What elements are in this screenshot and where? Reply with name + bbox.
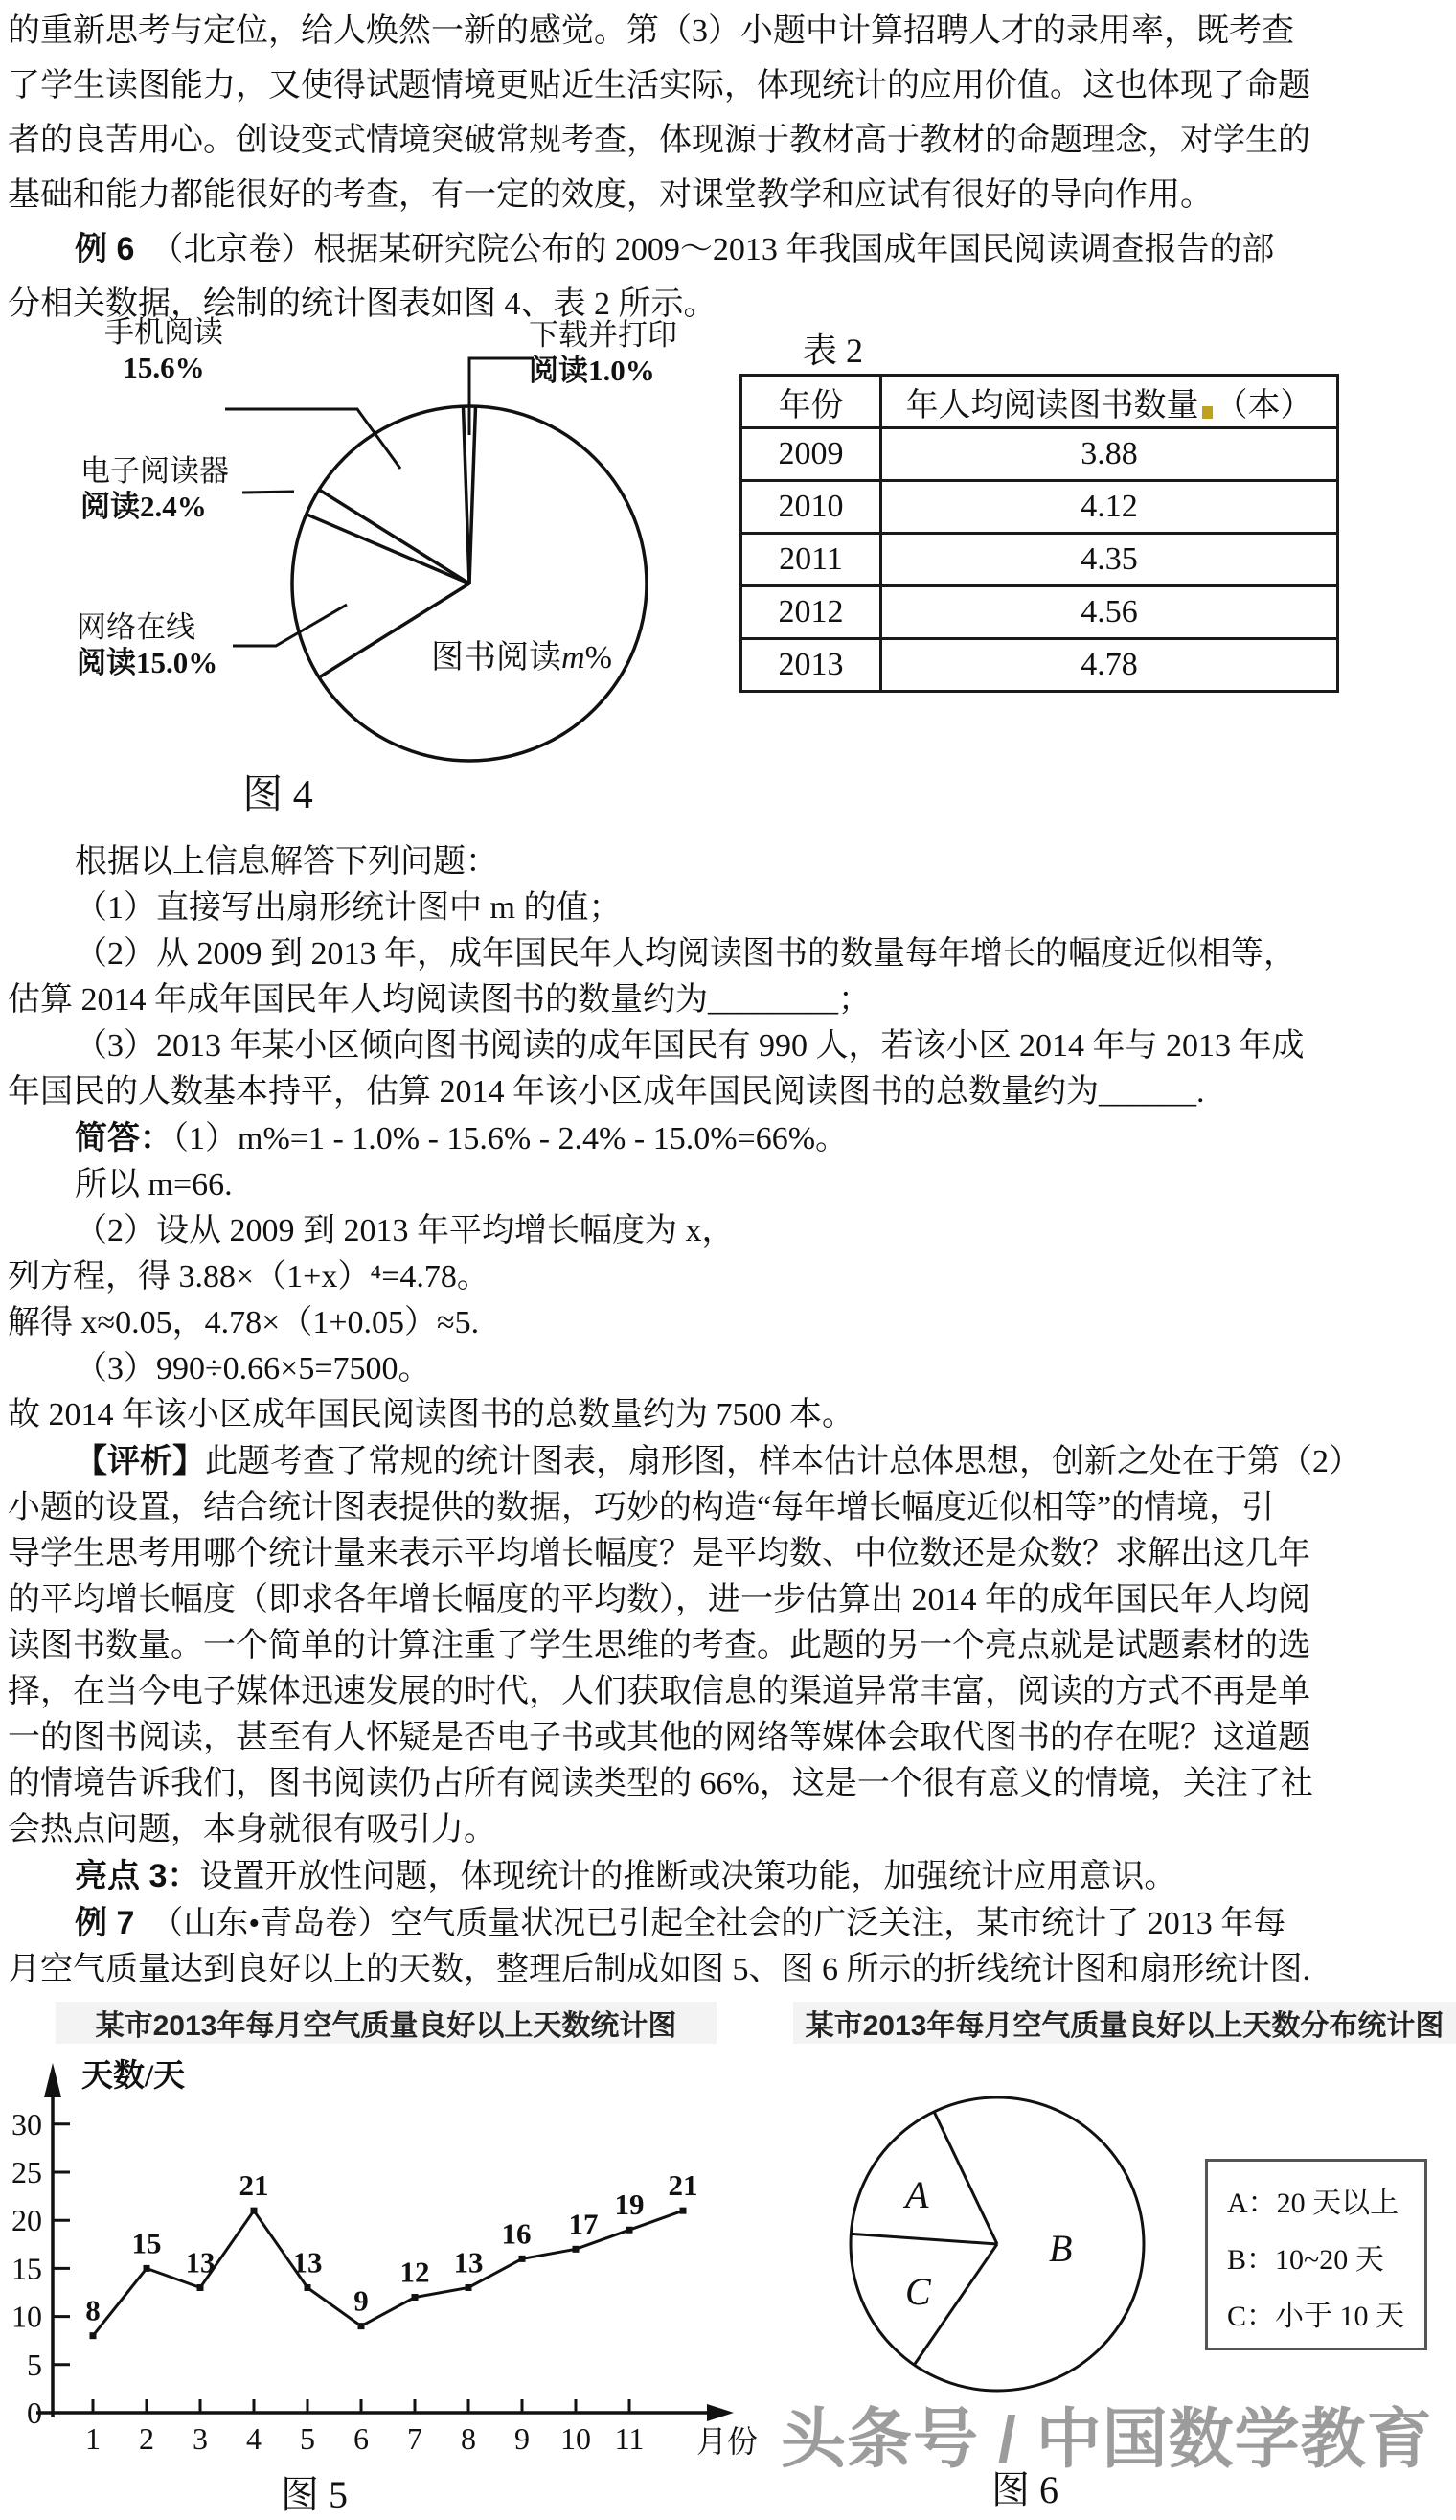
paragraph-block-main	[0, 839, 1456, 1993]
text-line: （2）从 2009 到 2013 年，成年国民年人均阅读图书的数量每年增长的幅度近似相等，	[75, 936, 1296, 972]
fig4-pie-chart	[53, 312, 733, 830]
fig4-label-book-reading: 图书阅读m%	[431, 640, 612, 676]
text-line: 者的良苦用心。创设变式情境突破常规考查，体现源于教材高于教材的命题理念，对学生的	[8, 123, 1310, 158]
y-axis-arrow	[44, 2063, 61, 2097]
text-line: 择，在当今电子媒体迅速发展的时代，人们获取信息的渠道异常丰富，阅读的方式不再是单	[8, 1674, 1310, 1709]
y-tick-label: 10	[11, 2299, 42, 2334]
legend-item-c: C：小于 10 天	[1227, 2301, 1405, 2332]
fig4-label-network	[77, 609, 217, 680]
x-tick-label: 10	[560, 2421, 591, 2456]
data-point-label: 9	[353, 2283, 369, 2318]
data-point	[573, 2246, 580, 2253]
text-line: （3）2013 年某小区倾向图书阅读的成年国民有 990 人，若该小区 2014 年与 2013 年成	[75, 1028, 1305, 1064]
data-point-label: 13	[292, 2245, 323, 2279]
fig4-label-download	[529, 317, 677, 388]
cell-value: 4.56	[881, 586, 1338, 639]
data-point-label: 21	[668, 2168, 698, 2203]
x-tick-label: 8	[461, 2421, 476, 2456]
text-line-example6: 例 6 （北京卷）根据某研究院公布的 2009～2013 年我国成年国民阅读调查报告的部	[75, 231, 1275, 267]
data-point-label: 15	[131, 2226, 162, 2260]
cell-year: 2012	[741, 586, 881, 639]
cell-value: 4.78	[881, 639, 1338, 692]
data-point	[412, 2294, 419, 2301]
label-line: 手机阅读	[104, 315, 223, 349]
data-point-label: 8	[85, 2293, 101, 2327]
text-line: 故 2014 年该小区成年国民阅读图书的总数量约为 7500 本。	[8, 1397, 854, 1432]
label-line: 网络在线	[77, 610, 195, 644]
col-header-books: 年人均阅读图书数量 （本）	[881, 376, 1338, 428]
text-line-highlight3: 亮点 3：设置开放性问题，体现统计的推断或决策功能，加强统计应用意识。	[75, 1858, 1177, 1894]
x-tick-label: 7	[407, 2421, 422, 2456]
fig5-y-axis-label: 天数/天	[81, 2059, 186, 2094]
data-point-label: 13	[185, 2245, 216, 2279]
text-line: 的平均增长幅度（即求各年增长幅度的平均数），进一步估算出 2014 年的成年国民年人均阅	[8, 1582, 1310, 1617]
label-line: 15.6%	[123, 351, 205, 384]
data-point-label: 16	[501, 2216, 532, 2251]
y-tick-label: 0	[27, 2395, 42, 2430]
text-line: 解得 x≈0.05，4.78×（1+0.05）≈5.	[8, 1305, 480, 1340]
leader-line-download	[469, 358, 534, 435]
data-point-label: 13	[453, 2245, 484, 2279]
fig4-label-mobile	[92, 314, 236, 385]
label-line: 阅读1.0%	[529, 354, 655, 387]
table-row	[741, 586, 1338, 639]
highlight-mark	[1202, 406, 1213, 419]
data-point-label: 17	[568, 2207, 599, 2241]
leader-line-network	[233, 605, 347, 646]
x-tick-label: 2	[139, 2421, 154, 2456]
col-header-year: 年份	[741, 376, 881, 428]
text-line: 基础和能力都能很好的考查，有一定的效度，对课堂教学和应试有很好的导向作用。	[8, 177, 1213, 213]
text-line: 会热点问题，本身就很有吸引力。	[8, 1812, 496, 1847]
table2-label: 表 2	[803, 332, 864, 370]
text-line: 的情境告诉我们，图书阅读仍占所有阅读类型的 66%，这是一个很有意义的情境，关注了社	[8, 1766, 1313, 1801]
x-tick-label: 9	[514, 2421, 530, 2456]
pie-slice-boundary	[319, 490, 469, 584]
label-line: 电子阅读器	[80, 454, 229, 488]
table-header-row	[741, 376, 1338, 428]
fig5-line-chart	[0, 2034, 766, 2480]
pie-slice-boundary	[851, 2234, 997, 2244]
x-tick-label: 1	[85, 2421, 101, 2456]
y-tick-label: 5	[27, 2347, 42, 2382]
data-point	[466, 2284, 472, 2291]
data-point	[305, 2284, 311, 2291]
fig5-title: 某市2013年每月空气质量良好以上天数统计图	[56, 2002, 717, 2044]
text-line-answer: 简答：（1）m%=1 - 1.0% - 15.6% - 2.4% - 15.0%=66%。	[75, 1120, 849, 1157]
table2	[739, 374, 1339, 693]
fig6-caption: 图 6	[991, 2468, 1058, 2511]
fig6-legend	[1205, 2159, 1427, 2350]
y-tick-label: 25	[11, 2155, 42, 2189]
x-tick-label: 6	[353, 2421, 369, 2456]
text-line-commentary: 【评析】此题考查了常规的统计图表，扇形图，样本估计总体思想，创新之处在于第（2）	[75, 1443, 1361, 1479]
text-line-example7: 例 7 （山东•青岛卷）空气质量状况已引起全社会的广泛关注，某市统计了 2013 年每	[75, 1905, 1286, 1941]
cell-value: 3.88	[881, 428, 1338, 481]
cell-year: 2013	[741, 639, 881, 692]
label-line: 阅读2.4%	[80, 490, 207, 523]
table-row	[741, 481, 1338, 534]
pie-slice-boundary	[934, 2112, 997, 2244]
data-point	[626, 2227, 633, 2234]
text-line: 的重新思考与定位，给人焕然一新的感觉。第（3）小题中计算招聘人才的录用率，既考查	[8, 13, 1294, 49]
label-line: 下载并打印	[529, 318, 677, 352]
y-tick-label: 20	[11, 2203, 42, 2238]
fig4-label-ereader	[80, 453, 229, 524]
fig6-slice-label-b: B	[1049, 2227, 1073, 2270]
data-point	[519, 2256, 526, 2262]
leader-line-ereader	[242, 492, 294, 493]
fig6-slice-label-c: C	[905, 2270, 931, 2313]
cell-year: 2011	[741, 534, 881, 586]
data-point	[144, 2265, 150, 2272]
text-line: （3）990÷0.66×5=7500。	[75, 1351, 431, 1386]
data-point	[251, 2208, 258, 2214]
x-tick-label: 3	[193, 2421, 208, 2456]
leader-line-mobile	[225, 409, 400, 469]
data-point-label: 12	[399, 2255, 430, 2289]
fig6-title: 某市2013年每月空气质量良好以上天数分布统计图	[793, 2002, 1456, 2044]
legend-item-a: A：20 天以上	[1227, 2188, 1399, 2219]
cell-year: 2010	[741, 481, 881, 534]
fig5-line-chart-group	[0, 1998, 766, 2520]
figure4-and-table2-row	[0, 315, 1456, 839]
cell-year: 2009	[741, 428, 881, 481]
fig5-x-axis-label: 月份	[696, 2424, 759, 2459]
text-line: 估算 2014 年成年国民年人均阅读图书的数量约为________；	[8, 982, 871, 1018]
text-line: 年国民的人数基本持平，估算 2014 年该小区成年国民阅读图书的总数量约为______.	[8, 1074, 1205, 1110]
data-point	[680, 2208, 687, 2214]
legend-item-b: B：10~20 天	[1227, 2244, 1384, 2276]
fig6-slice-label-a: A	[905, 2173, 929, 2216]
text-line: 读图书数量。一个简单的计算注重了学生思维的考查。此题的另一个亮点就是试题素材的选	[8, 1628, 1310, 1663]
fig5-caption: 图 5	[281, 2473, 348, 2516]
text-line: （2）设从 2009 到 2013 年平均增长幅度为 x，	[75, 1213, 735, 1249]
label-line: 阅读15.0%	[77, 646, 218, 679]
y-tick-label: 30	[11, 2106, 42, 2142]
fig4-caption: 图 4	[242, 773, 313, 817]
data-point-label: 21	[239, 2168, 269, 2203]
text-line: 小题的设置，结合统计图表提供的数据，巧妙的构造“每年增长幅度近似相等”的情境，引	[8, 1490, 1275, 1525]
text-line: 分相关数据，绘制的统计图表如图 4、表 2 所示。	[8, 286, 717, 322]
watermark-toutiao-china-math-education: 头条号 / 中国数学教育	[781, 2403, 1433, 2476]
cell-value: 4.35	[881, 534, 1338, 586]
text-line: 了学生读图能力，又使得试题情境更贴近生活实际，体现统计的应用价值。这也体现了命题	[8, 68, 1310, 103]
x-tick-label: 4	[246, 2421, 262, 2456]
table-row	[741, 428, 1338, 481]
x-tick-label: 11	[614, 2421, 645, 2456]
data-point-label: 19	[614, 2188, 645, 2222]
table-row	[741, 639, 1338, 692]
text-line: 导学生思考用哪个统计量来表示平均增长幅度？是平均数、中位数还是众数？求解出这几年	[8, 1536, 1310, 1571]
data-point	[90, 2332, 97, 2339]
paragraph-block-top	[0, 0, 1456, 332]
text-line: 一的图书阅读，甚至有人怀疑是否电子书或其他的网络等媒体会取代图书的存在呢？这道题	[8, 1720, 1310, 1755]
text-line: 月空气质量达到良好以上的天数，整理后制成如图 5、图 6 所示的折线统计图和扇形统计图.	[8, 1952, 1310, 1987]
y-tick-label: 15	[11, 2251, 42, 2286]
text-line: 根据以上信息解答下列问题：	[75, 844, 498, 880]
data-point	[197, 2284, 204, 2291]
text-line: 所以 m=66.	[75, 1167, 233, 1203]
cell-value: 4.12	[881, 481, 1338, 534]
data-point	[358, 2323, 365, 2329]
x-tick-label: 5	[300, 2421, 315, 2456]
pie-slice-boundary	[307, 515, 469, 584]
table-row	[741, 534, 1338, 586]
text-line: （1）直接写出扇形统计图中 m 的值；	[75, 890, 622, 926]
text-line: 列方程，得 3.88×（1+x）⁴=4.78。	[8, 1259, 489, 1294]
